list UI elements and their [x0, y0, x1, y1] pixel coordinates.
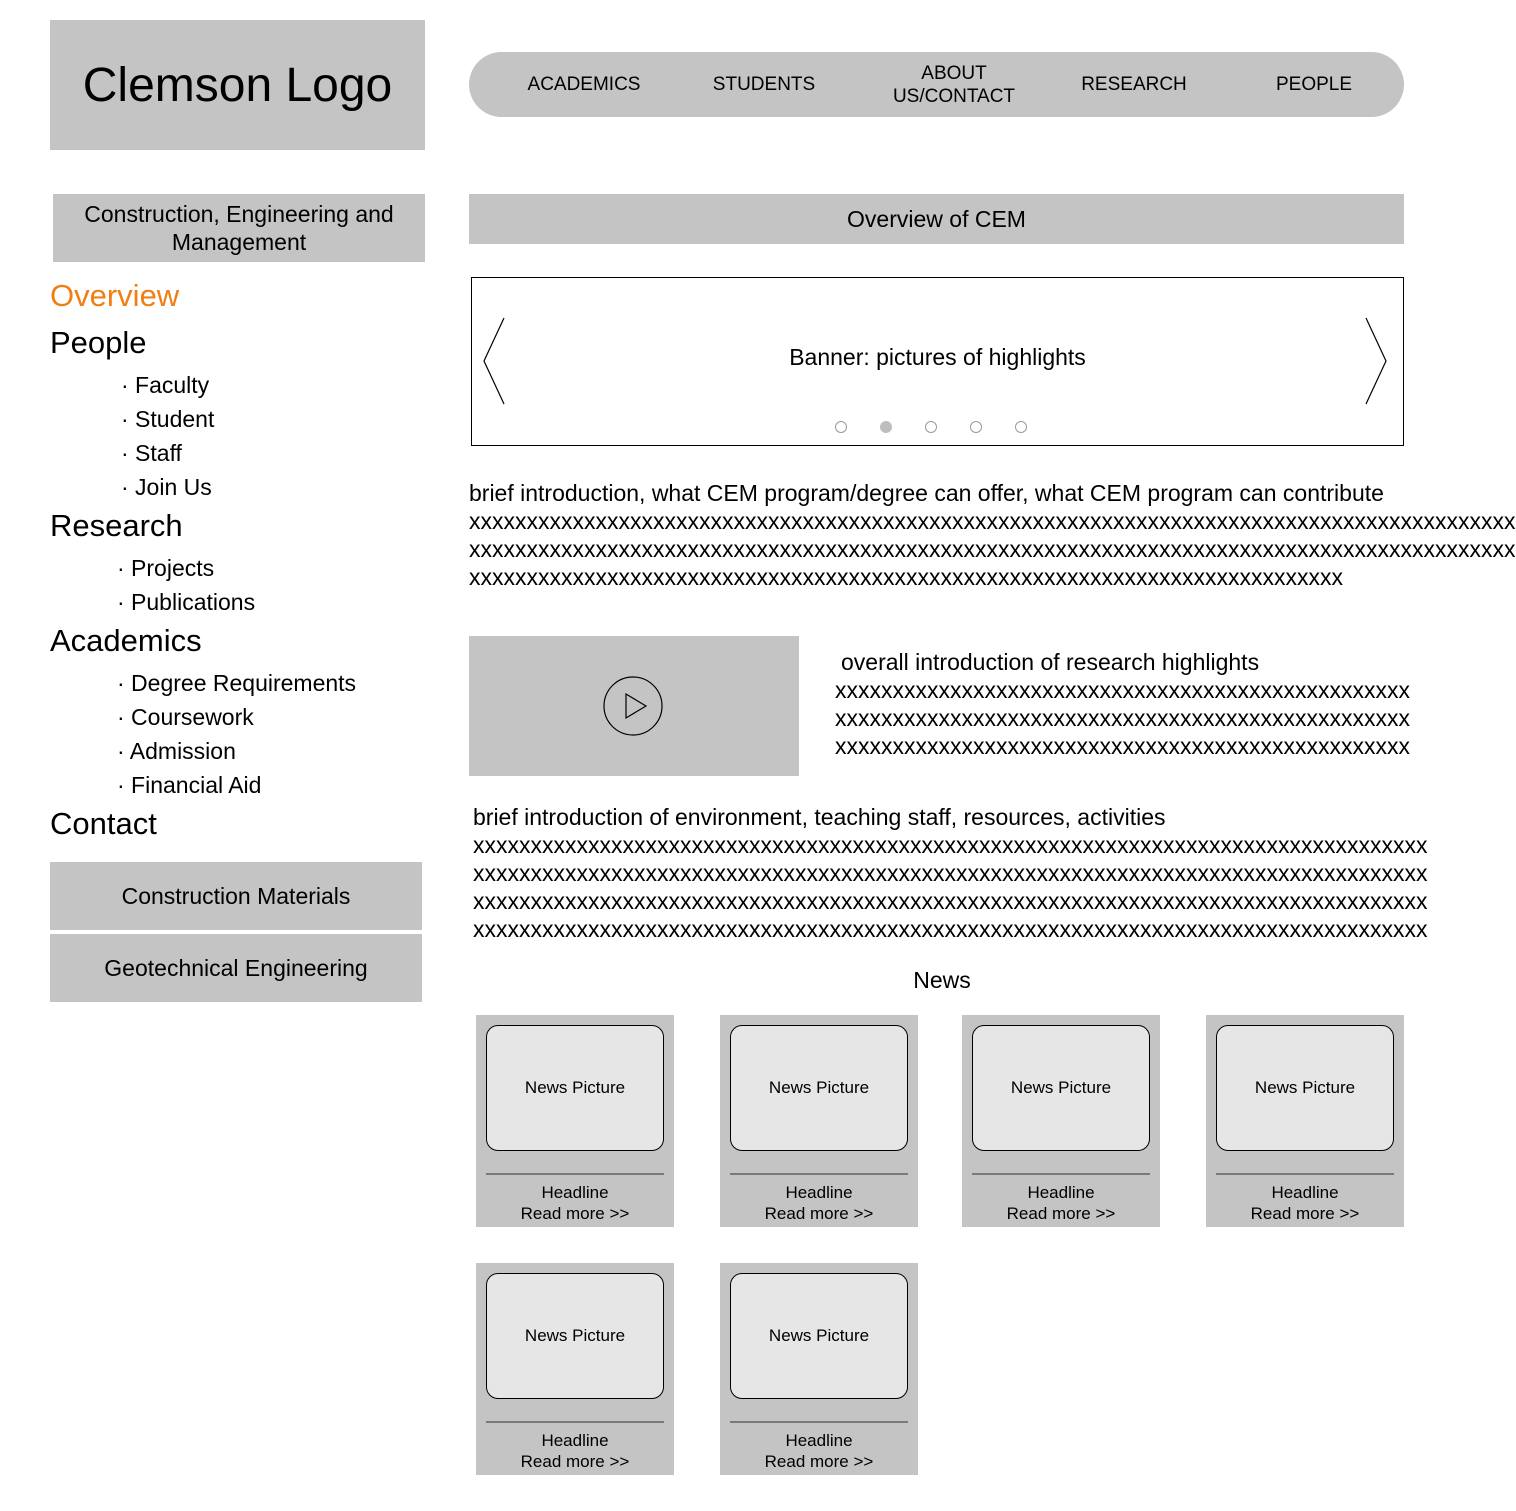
- environment-line-3: xxxxxxxxxxxxxxxxxxxxxxxxxxxxxxxxxxxxxxxxxxxxxxxxxxxxxxxxxxxxxxxxxxxxxxxxxxxxxxxxxxx: [473, 888, 1428, 914]
- environment-heading: brief introduction of environment, teaching staff, resources, activities: [473, 804, 1166, 830]
- play-icon[interactable]: [603, 676, 663, 736]
- research-line-1: xxxxxxxxxxxxxxxxxxxxxxxxxxxxxxxxxxxxxxxxxxxxxxxxxx: [835, 677, 1410, 703]
- intro-line-3: xxxxxxxxxxxxxxxxxxxxxxxxxxxxxxxxxxxxxxxxxxxxxxxxxxxxxxxxxxxxxxxxxxxxxxxxxxxx: [469, 564, 1343, 590]
- sidebar-item-admission[interactable]: · Admission: [117, 738, 236, 764]
- overview-title: Overview of CEM: [469, 194, 1404, 244]
- sidebar-item-faculty[interactable]: · Faculty: [121, 372, 210, 398]
- news-card[interactable]: [962, 1015, 1160, 1227]
- news-headline: Headline: [1271, 1183, 1339, 1202]
- carousel-dot-1[interactable]: [835, 421, 847, 433]
- carousel-dot-4[interactable]: [970, 421, 982, 433]
- news-headline: Headline: [541, 1431, 609, 1450]
- news-picture[interactable]: News Picture: [486, 1025, 664, 1151]
- sidebar-item-staff[interactable]: · Staff: [121, 440, 182, 466]
- sidebar-research[interactable]: Research: [50, 508, 183, 543]
- top-nav: [469, 52, 1404, 117]
- carousel-dot-3[interactable]: [925, 421, 937, 433]
- research-line-3: xxxxxxxxxxxxxxxxxxxxxxxxxxxxxxxxxxxxxxxxxxxxxxxxxx: [835, 733, 1410, 759]
- news-card[interactable]: [476, 1015, 674, 1227]
- geotechnical-engineering-button[interactable]: Geotechnical Engineering: [50, 934, 422, 1002]
- department-title: Construction, Engineering and Management: [53, 194, 425, 262]
- sidebar-overview[interactable]: Overview: [50, 278, 180, 313]
- nav-academics[interactable]: ACADEMICS: [527, 74, 641, 95]
- chevron-right-icon[interactable]: [1364, 316, 1388, 406]
- news-picture[interactable]: News Picture: [730, 1025, 908, 1151]
- video-player[interactable]: [469, 636, 799, 776]
- intro-section: [469, 479, 1516, 591]
- news-headline: Headline: [785, 1431, 853, 1450]
- sidebar-item-degree-requirements[interactable]: · Degree Requirements: [117, 670, 357, 696]
- banner-text: Banner: pictures of highlights: [789, 344, 1086, 370]
- news-picture[interactable]: News Picture: [972, 1025, 1150, 1151]
- environment-line-4: xxxxxxxxxxxxxxxxxxxxxxxxxxxxxxxxxxxxxxxxxxxxxxxxxxxxxxxxxxxxxxxxxxxxxxxxxxxxxxxxxxx: [473, 916, 1428, 942]
- sidebar-item-coursework[interactable]: · Coursework: [117, 704, 254, 730]
- sidebar-academics[interactable]: Academics: [50, 623, 202, 658]
- research-line-2: xxxxxxxxxxxxxxxxxxxxxxxxxxxxxxxxxxxxxxxxxxxxxxxxxx: [835, 705, 1410, 731]
- sidebar-item-financial-aid[interactable]: · Financial Aid: [117, 772, 262, 798]
- news-picture[interactable]: News Picture: [730, 1273, 908, 1399]
- news-card[interactable]: [1206, 1015, 1404, 1227]
- card-divider: [486, 1421, 664, 1423]
- news-card[interactable]: [476, 1263, 674, 1475]
- nav-about-contact[interactable]: ABOUT US/CONTACT: [892, 62, 1016, 107]
- card-divider: [972, 1173, 1150, 1175]
- environment-line-2: xxxxxxxxxxxxxxxxxxxxxxxxxxxxxxxxxxxxxxxxxxxxxxxxxxxxxxxxxxxxxxxxxxxxxxxxxxxxxxxxxxx: [473, 860, 1428, 886]
- news-headline: Headline: [785, 1183, 853, 1202]
- card-divider: [486, 1173, 664, 1175]
- sidebar-item-projects[interactable]: · Projects: [117, 555, 215, 581]
- intro-line-2: xxxxxxxxxxxxxxxxxxxxxxxxxxxxxxxxxxxxxxxxxxxxxxxxxxxxxxxxxxxxxxxxxxxxxxxxxxxxxxxxxxxxxxxxxxx: [469, 536, 1516, 562]
- sidebar-item-publications[interactable]: · Publications: [117, 589, 256, 615]
- intro-heading: brief introduction, what CEM program/degree can offer, what CEM program can contribute: [469, 480, 1384, 506]
- sidebar-item-student[interactable]: · Student: [121, 406, 215, 432]
- card-divider: [1216, 1173, 1394, 1175]
- news-card[interactable]: [720, 1263, 918, 1475]
- sidebar-item-join-us[interactable]: · Join Us: [121, 474, 212, 500]
- research-heading: overall introduction of research highlights: [841, 649, 1260, 675]
- environment-line-1: xxxxxxxxxxxxxxxxxxxxxxxxxxxxxxxxxxxxxxxxxxxxxxxxxxxxxxxxxxxxxxxxxxxxxxxxxxxxxxxxxxx: [473, 832, 1428, 858]
- intro-line-1: xxxxxxxxxxxxxxxxxxxxxxxxxxxxxxxxxxxxxxxxxxxxxxxxxxxxxxxxxxxxxxxxxxxxxxxxxxxxxxxxxxxxxxxxxxx: [469, 508, 1516, 534]
- news-picture[interactable]: News Picture: [1216, 1025, 1394, 1151]
- news-headline: Headline: [1027, 1183, 1095, 1202]
- read-more-link[interactable]: Read more >>: [520, 1204, 630, 1223]
- card-divider: [730, 1173, 908, 1175]
- nav-people[interactable]: PEOPLE: [1275, 74, 1353, 95]
- news-title: News: [913, 967, 971, 993]
- read-more-link[interactable]: Read more >>: [1250, 1204, 1360, 1223]
- nav-research[interactable]: RESEARCH: [1081, 74, 1187, 95]
- carousel-dot-2[interactable]: [880, 421, 892, 433]
- research-section: [835, 648, 1410, 760]
- news-card[interactable]: [720, 1015, 918, 1227]
- read-more-link[interactable]: Read more >>: [764, 1204, 874, 1223]
- banner-carousel: [471, 277, 1404, 446]
- read-more-link[interactable]: Read more >>: [1006, 1204, 1116, 1223]
- logo[interactable]: Clemson Logo: [50, 20, 425, 150]
- card-divider: [730, 1421, 908, 1423]
- read-more-link[interactable]: Read more >>: [520, 1452, 630, 1471]
- sidebar-contact[interactable]: Contact: [50, 806, 157, 841]
- news-headline: Headline: [541, 1183, 609, 1202]
- environment-section: [473, 803, 1428, 943]
- news-picture[interactable]: News Picture: [486, 1273, 664, 1399]
- read-more-link[interactable]: Read more >>: [764, 1452, 874, 1471]
- carousel-dot-5[interactable]: [1015, 421, 1027, 433]
- nav-students[interactable]: STUDENTS: [712, 74, 816, 95]
- construction-materials-button[interactable]: Construction Materials: [50, 862, 422, 930]
- sidebar-people[interactable]: People: [50, 325, 147, 360]
